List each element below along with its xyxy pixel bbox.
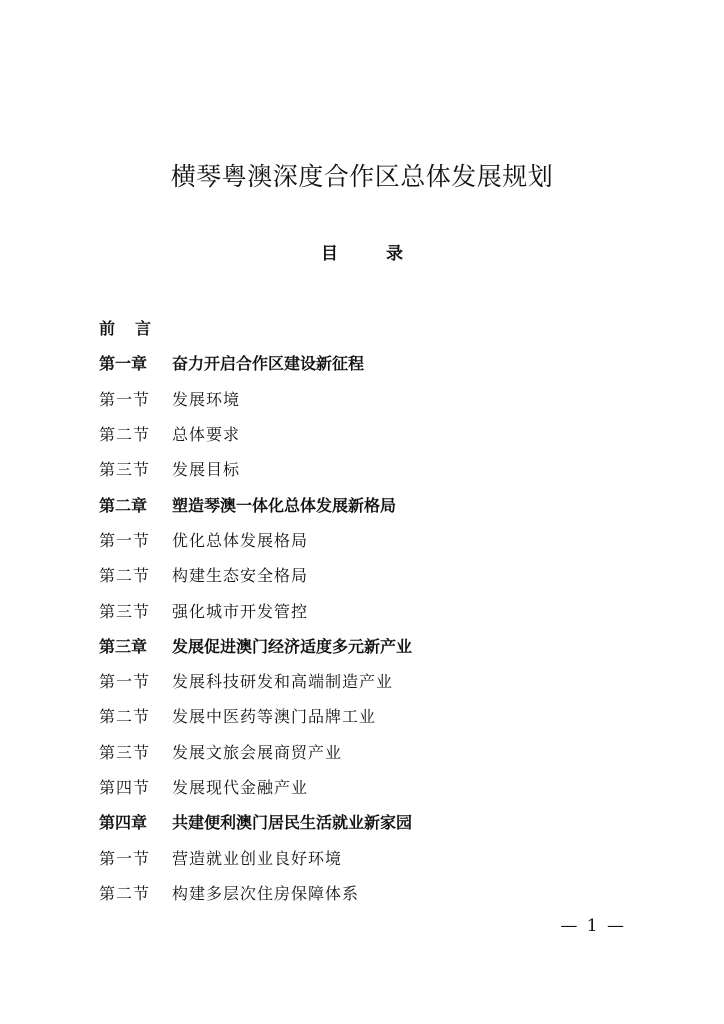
toc-entry-text: 塑造琴澳一体化总体发展新格局 [172,495,397,515]
toc-entry-text: 奋力开启合作区建设新征程 [172,354,365,374]
toc-entry-text: 构建多层次住房保障体系 [172,883,360,903]
toc-entry-label: 第四节 [99,778,151,797]
toc-entry-text: 构建生态安全格局 [172,566,309,586]
toc-entry-label: 第三节 [99,601,151,621]
toc-entry-section[interactable] [99,734,412,769]
toc-entry-text: 发展目标 [172,460,241,480]
toc-entry-text: 发展科技研发和高端制造产业 [172,672,394,692]
toc-entry-section[interactable] [99,875,412,910]
toc-entry-section[interactable] [99,416,412,451]
toc-entry-label: 第三节 [99,742,151,762]
toc-entry-text: 发展促进澳门经济适度多元新产业 [172,636,413,656]
toc-entry-section[interactable] [99,557,412,592]
toc-entry-text: 优化总体发展格局 [172,530,309,550]
toc-entry-label: 第二节 [99,566,151,586]
toc-entry-label: 第一节 [99,672,151,692]
toc-entry-preface[interactable] [99,310,412,345]
toc-entry-label: 第一节 [99,530,151,550]
toc-entry-chapter-4[interactable] [99,804,412,839]
toc-entry-label: 第三节 [99,460,151,480]
toc-entry-label: 第二节 [99,883,151,903]
toc-entry-label: 第二节 [99,707,151,727]
toc-entry-section[interactable] [99,663,412,698]
toc-entry-chapter-2[interactable] [99,486,412,521]
toc-heading: 目 录 [321,244,424,264]
toc-entry-label: 第一章 [99,354,148,374]
toc-entry-section[interactable] [99,698,412,733]
toc-entry-text: 强化城市开发管控 [172,601,309,621]
document-title: 横琴粤澳深度合作区总体发展规划 [170,162,554,191]
toc-entry-section[interactable] [99,839,412,874]
toc-entry-section[interactable] [99,451,412,486]
toc-entry-label: 第四章 [99,813,148,833]
table-of-contents [99,310,412,910]
toc-entry-text: 总体要求 [172,425,241,445]
toc-entry-label: 第二章 [99,495,148,515]
toc-entry-label: 第一节 [99,848,151,868]
toc-entry-text: 发展现代金融产业 [172,778,309,797]
page-number: — 1 — [560,916,626,936]
toc-entry-section[interactable] [99,769,412,804]
toc-entry-section[interactable] [99,592,412,627]
toc-entry-text: 发展环境 [172,389,241,409]
toc-entry-section[interactable] [99,522,412,557]
toc-entry-label: 第二节 [99,425,151,445]
toc-entry-label: 前言 [99,319,172,339]
toc-entry-label: 第一节 [99,389,151,409]
toc-entry-text: 共建便利澳门居民生活就业新家园 [172,813,413,833]
toc-entry-text: 发展中医药等澳门品牌工业 [172,707,377,727]
toc-entry-text: 发展文旅会展商贸产业 [172,742,343,762]
toc-entry-text: 营造就业创业良好环境 [172,848,343,868]
toc-entry-section[interactable] [99,381,412,416]
toc-entry-chapter-1[interactable] [99,345,412,380]
toc-entry-chapter-3[interactable] [99,628,412,663]
toc-entry-label: 第三章 [99,636,148,656]
